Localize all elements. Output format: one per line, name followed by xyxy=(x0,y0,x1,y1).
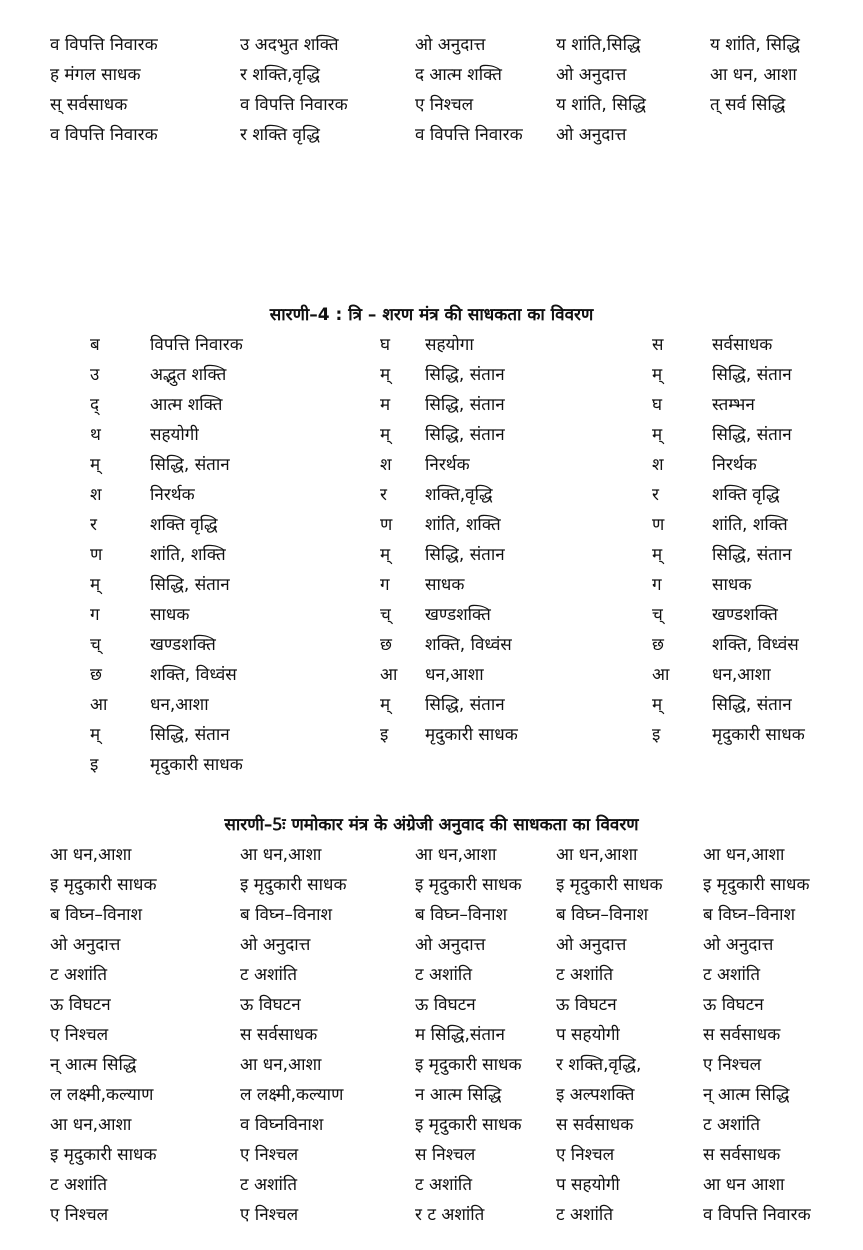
table5-cell: प सहयोगी xyxy=(556,1175,620,1195)
table5-cell: आ धन,आशा xyxy=(50,1115,132,1135)
table4-cell: इ xyxy=(652,725,661,745)
table4-cell: म xyxy=(380,395,391,415)
table5-cell: म सिद्धि,संतान xyxy=(415,1025,505,1045)
table5-cell: ऊ विघटन xyxy=(415,995,476,1015)
table4-cell: श xyxy=(652,455,664,475)
table5-cell: इ मृदुकारी साधक xyxy=(415,1055,522,1075)
table5-cell: ए निश्चल xyxy=(556,1145,615,1165)
table5-cell: ब विघ्न–विनाश xyxy=(415,905,508,925)
table4-cell: म् xyxy=(652,425,663,445)
table5-cell: इ अल्पशक्ति xyxy=(556,1085,635,1105)
table4-cell: श xyxy=(90,485,102,505)
table4-cell: सिद्धि, संतान xyxy=(150,455,230,475)
table4-row xyxy=(0,540,863,570)
table4-cell: इ xyxy=(90,755,99,775)
table5-row xyxy=(0,1080,863,1110)
table5-cell: स सर्वसाधक xyxy=(703,1145,781,1165)
table4-cell: धन,आशा xyxy=(425,665,484,685)
table4-cell: मृदुकारी साधक xyxy=(150,755,243,775)
table4-cell: आ xyxy=(380,665,398,685)
top_table-cell: र शक्ति वृद्धि xyxy=(240,125,320,145)
table5-cell: आ धन,आशा xyxy=(415,845,497,865)
top_table-cell: व विपत्ति निवारक xyxy=(240,95,348,115)
table4-cell: घ xyxy=(380,335,391,355)
table4-cell: म् xyxy=(380,425,391,445)
table5-cell: न् आत्म सिद्धि xyxy=(703,1085,790,1105)
table4-cell: शक्ति वृद्धि xyxy=(150,515,218,535)
table5-row xyxy=(0,1020,863,1050)
table4-cell: धन,आशा xyxy=(150,695,209,715)
table4-cell: आत्म शक्ति xyxy=(150,395,223,415)
table5-cell: ब विघ्न–विनाश xyxy=(240,905,333,925)
table4-cell: साधक xyxy=(712,575,752,595)
table5-cell: आ धन,आशा xyxy=(240,1055,322,1075)
table4-cell: छ xyxy=(380,635,392,655)
table5-cell: ऊ विघटन xyxy=(703,995,764,1015)
table5-row xyxy=(0,990,863,1020)
top_table-cell: व विपत्ति निवारक xyxy=(415,125,523,145)
table4-cell: मृदुकारी साधक xyxy=(712,725,805,745)
table5-cell: ऊ विघटन xyxy=(50,995,111,1015)
table5-cell: ओ अनुदात्त xyxy=(415,935,486,955)
table4-cell: शक्ति,वृद्धि xyxy=(425,485,493,505)
table5-cell: ट अशांति xyxy=(415,1175,473,1195)
table5-cell: ब विघ्न–विनाश xyxy=(50,905,143,925)
table4-cell: च् xyxy=(380,605,391,625)
table5-cell: ल लक्ष्मी,कल्याण xyxy=(240,1085,344,1105)
top_table-cell: आ धन, आशा xyxy=(710,65,797,85)
table5-cell: न आत्म सिद्धि xyxy=(415,1085,502,1105)
table5-cell: ट अशांति xyxy=(556,965,614,985)
top_table-cell: र शक्ति,वृद्धि xyxy=(240,65,320,85)
table5-row xyxy=(0,870,863,900)
table5-cell: ल लक्ष्मी,कल्याण xyxy=(50,1085,154,1105)
table5-cell: ओ अनुदात्त xyxy=(240,935,311,955)
table4-cell: निरर्थक xyxy=(712,455,757,475)
table5-cell: र शक्ति,वृद्धि, xyxy=(556,1055,642,1075)
table4-cell: म् xyxy=(380,365,391,385)
table5-cell: इ मृदुकारी साधक xyxy=(703,875,810,895)
table4-row xyxy=(0,630,863,660)
table4-cell: शांति, शक्ति xyxy=(150,545,226,565)
table4-cell: ग xyxy=(652,575,662,595)
table5-cell: ए निश्चल xyxy=(50,1205,109,1225)
table4-cell: सिद्धि, संतान xyxy=(712,695,792,715)
table4-cell: स्तम्भन xyxy=(712,395,755,415)
table4-cell: सिद्धि, संतान xyxy=(425,545,505,565)
table4-cell: र xyxy=(90,515,97,535)
table4-cell: आ xyxy=(90,695,108,715)
table5-cell: प सहयोगी xyxy=(556,1025,620,1045)
table5-row xyxy=(0,960,863,990)
table4-cell: सिद्धि, संतान xyxy=(712,365,792,385)
table4-cell: शक्ति वृद्धि xyxy=(712,485,780,505)
top_table-row xyxy=(0,90,863,120)
table5-cell: ओ अनुदात्त xyxy=(703,935,774,955)
table5-cell: ए निश्चल xyxy=(703,1055,762,1075)
table5-row xyxy=(0,1110,863,1140)
top_table-cell: ह मंगल साधक xyxy=(50,65,141,85)
table4-cell: म् xyxy=(652,365,663,385)
table5-cell: व विपत्ति निवारक xyxy=(703,1205,811,1225)
table5-cell: ब विघ्न–विनाश xyxy=(703,905,796,925)
table5-cell: ऊ विघटन xyxy=(556,995,617,1015)
table4-row xyxy=(0,390,863,420)
table4-row xyxy=(0,480,863,510)
table5-cell: ट अशांति xyxy=(703,965,761,985)
table4-row xyxy=(0,360,863,390)
table4-cell: सिद्धि, संतान xyxy=(425,365,505,385)
table4-row xyxy=(0,600,863,630)
table5-cell: आ धन,आशा xyxy=(556,845,638,865)
top_table-cell: य शांति, सिद्धि xyxy=(710,35,801,55)
top_table-cell: य शांति, सिद्धि xyxy=(556,95,647,115)
top_table-cell: व विपत्ति निवारक xyxy=(50,125,158,145)
table5-cell: इ मृदुकारी साधक xyxy=(415,1115,522,1135)
table4-cell: च् xyxy=(652,605,663,625)
table5-cell: आ धन आशा xyxy=(703,1175,785,1195)
table4-cell: खण्डशक्ति xyxy=(712,605,778,625)
table4-cell: म् xyxy=(90,575,101,595)
table4-cell: सिद्धि, संतान xyxy=(425,425,505,445)
table4-cell: सहयोगा xyxy=(425,335,474,355)
table5-cell: स सर्वसाधक xyxy=(240,1025,318,1045)
table4-cell: अद्भुत शक्ति xyxy=(150,365,227,385)
table5-cell: ऊ विघटन xyxy=(240,995,301,1015)
table4-cell: ग xyxy=(380,575,390,595)
table4-cell: सिद्धि, संतान xyxy=(150,725,230,745)
table4-cell: म् xyxy=(652,545,663,565)
table4-cell: धन,आशा xyxy=(712,665,771,685)
table5-cell: इ मृदुकारी साधक xyxy=(50,875,157,895)
table4-cell: सिद्धि, संतान xyxy=(425,695,505,715)
table4-row xyxy=(0,330,863,360)
table4-row xyxy=(0,420,863,450)
table4-cell: साधक xyxy=(150,605,190,625)
table4-cell: शांति, शक्ति xyxy=(425,515,501,535)
top_table-cell: त् सर्व सिद्धि xyxy=(710,95,786,115)
table4-cell: म् xyxy=(652,695,663,715)
table4-cell: आ xyxy=(652,665,670,685)
table4-cell: खण्डशक्ति xyxy=(150,635,216,655)
table4-cell: सिद्धि, संतान xyxy=(150,575,230,595)
table4-cell: थ xyxy=(90,425,101,445)
table4-cell: च् xyxy=(90,635,101,655)
table5-row xyxy=(0,840,863,870)
table5-cell: ओ अनुदात्त xyxy=(50,935,121,955)
table4-cell: शक्ति, विध्वंस xyxy=(425,635,512,655)
table4-cell: ब xyxy=(90,335,100,355)
table4-row xyxy=(0,510,863,540)
table5-cell: इ मृदुकारी साधक xyxy=(240,875,347,895)
table4-cell: इ xyxy=(380,725,389,745)
table4-cell: छ xyxy=(652,635,664,655)
table5-cell: आ धन,आशा xyxy=(240,845,322,865)
table4-cell: विपत्ति निवारक xyxy=(150,335,243,355)
top_table-cell: ए निश्चल xyxy=(415,95,474,115)
table4-row xyxy=(0,690,863,720)
top_table-row xyxy=(0,120,863,150)
table4-cell: साधक xyxy=(425,575,465,595)
table4-title: सारणी–4 : त्रि – शरण मंत्र की साधकता का विवरण xyxy=(269,305,594,325)
table5-row xyxy=(0,1050,863,1080)
table4-cell: म् xyxy=(90,725,101,745)
table4-row xyxy=(0,570,863,600)
table5-cell: ए निश्चल xyxy=(240,1145,299,1165)
table4-cell: र xyxy=(652,485,659,505)
top_table-cell: ओ अनुदात्त xyxy=(415,35,486,55)
table5-cell: ए निश्चल xyxy=(50,1025,109,1045)
table4-cell: सहयोगी xyxy=(150,425,199,445)
table4-cell: सर्वसाधक xyxy=(712,335,773,355)
table4-cell: छ xyxy=(90,665,102,685)
table4-cell: ण xyxy=(652,515,665,535)
table5-cell: ट अशांति xyxy=(240,1175,298,1195)
table5-cell: इ मृदुकारी साधक xyxy=(415,875,522,895)
table4-cell: र xyxy=(380,485,387,505)
table5-cell: आ धन,आशा xyxy=(703,845,785,865)
table4-cell: श xyxy=(380,455,392,475)
table5-cell: इ मृदुकारी साधक xyxy=(50,1145,157,1165)
table5-row xyxy=(0,1200,863,1230)
table4-cell: घ xyxy=(652,395,663,415)
table4-cell: शांति, शक्ति xyxy=(712,515,788,535)
table5-cell: ट अशांति xyxy=(415,965,473,985)
top_table-cell: ओ अनुदात्त xyxy=(556,125,627,145)
table5-cell: ट अशांति xyxy=(50,1175,108,1195)
table4-cell: द् xyxy=(90,395,100,415)
top_table-cell: उ अदभुत शक्ति xyxy=(240,35,339,55)
table5-title: सारणी–5ः णमोकार मंत्र के अंग्रेजी अनुवाद की साधकता का विवरण xyxy=(224,815,639,835)
table5-cell: ट अशांति xyxy=(240,965,298,985)
table4-row xyxy=(0,450,863,480)
table5-cell: ट अशांति xyxy=(556,1205,614,1225)
top_table-cell: य शांति,सिद्धि xyxy=(556,35,641,55)
table5-cell: र ट अशांति xyxy=(415,1205,485,1225)
table5-cell: इ मृदुकारी साधक xyxy=(556,875,663,895)
table5-cell: ट अशांति xyxy=(703,1115,761,1135)
table4-cell: निरर्थक xyxy=(150,485,195,505)
table4-cell: शक्ति, विध्वंस xyxy=(712,635,799,655)
table4-cell: म् xyxy=(90,455,101,475)
top_table-cell: ओ अनुदात्त xyxy=(556,65,627,85)
table5-cell: स निश्चल xyxy=(415,1145,476,1165)
table5-cell: स सर्वसाधक xyxy=(556,1115,634,1135)
table4-cell: ण xyxy=(90,545,103,565)
table4-cell: म् xyxy=(380,545,391,565)
table5-cell: व विघ्नविनाश xyxy=(240,1115,324,1135)
table5-row xyxy=(0,930,863,960)
top_table-row xyxy=(0,30,863,60)
table5-row xyxy=(0,1140,863,1170)
table4-cell: खण्डशक्ति xyxy=(425,605,491,625)
table5-cell: ट अशांति xyxy=(50,965,108,985)
table4-cell: सिद्धि, संतान xyxy=(712,545,792,565)
table5-cell: ए निश्चल xyxy=(240,1205,299,1225)
table5-cell: स सर्वसाधक xyxy=(703,1025,781,1045)
table4-row xyxy=(0,750,863,780)
table5-cell: न् आत्म सिद्धि xyxy=(50,1055,137,1075)
table5-row xyxy=(0,1170,863,1200)
table4-cell: शक्ति, विध्वंस xyxy=(150,665,237,685)
table4-cell: सिद्धि, संतान xyxy=(712,425,792,445)
top_table-cell: स् सर्वसाधक xyxy=(50,95,128,115)
table5-cell: ओ अनुदात्त xyxy=(556,935,627,955)
table4-cell: म् xyxy=(380,695,391,715)
table4-cell: स xyxy=(652,335,664,355)
table4-cell: सिद्धि, संतान xyxy=(425,395,505,415)
top_table-cell: द आत्म शक्ति xyxy=(415,65,502,85)
table4-cell: मृदुकारी साधक xyxy=(425,725,518,745)
table5-cell: ब विघ्न–विनाश xyxy=(556,905,649,925)
table5-cell: आ धन,आशा xyxy=(50,845,132,865)
table4-row xyxy=(0,720,863,750)
table5-row xyxy=(0,900,863,930)
table4-cell: ण xyxy=(380,515,393,535)
table4-cell: उ xyxy=(90,365,100,385)
table4-cell: निरर्थक xyxy=(425,455,470,475)
top_table-row xyxy=(0,60,863,90)
table4-row xyxy=(0,660,863,690)
top_table-cell: व विपत्ति निवारक xyxy=(50,35,158,55)
table4-cell: ग xyxy=(90,605,100,625)
